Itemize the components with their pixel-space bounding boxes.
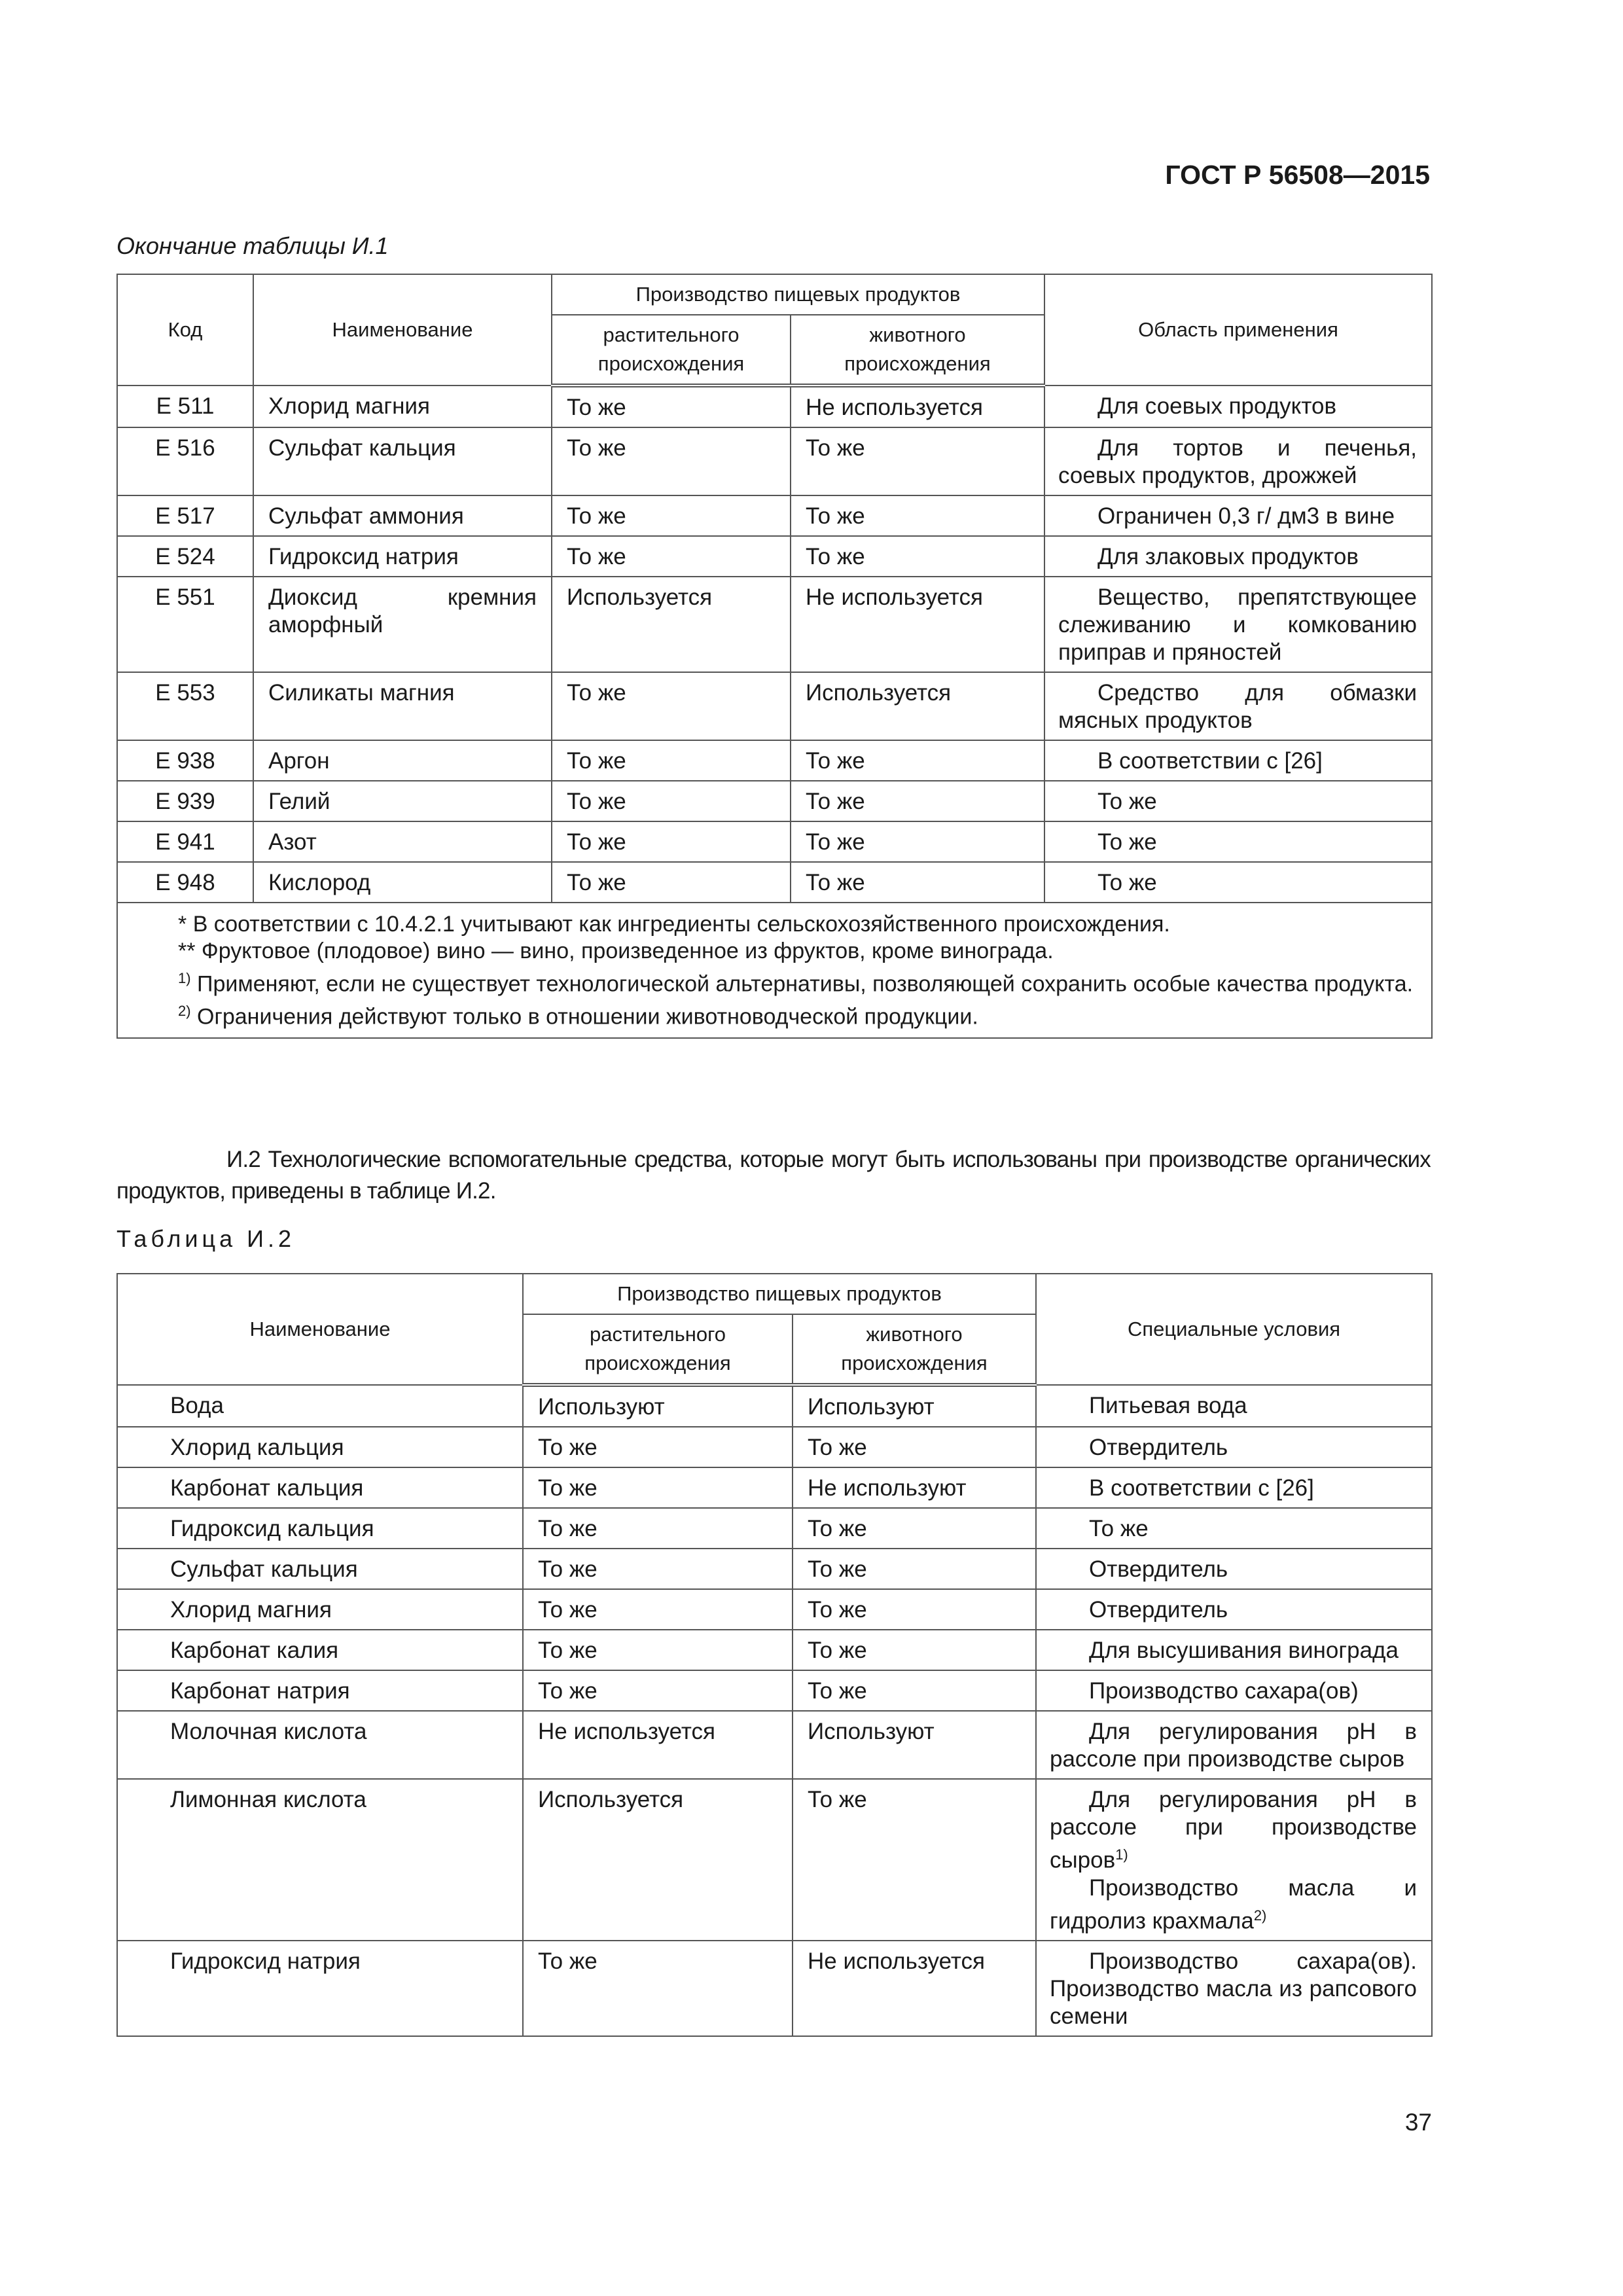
table-row bbox=[117, 1670, 1432, 1711]
cell-name: Сульфат кальция bbox=[253, 427, 552, 495]
header-conditions: Специальные условия bbox=[1036, 1274, 1432, 1385]
cell-animal: То же bbox=[791, 862, 1044, 903]
cell-name: Гидроксид натрия bbox=[253, 536, 552, 577]
cell-animal: То же bbox=[791, 821, 1044, 862]
cell-name: Карбонат кальция bbox=[117, 1467, 523, 1508]
cell-plant: Не используется bbox=[523, 1711, 793, 1779]
cell-animal: То же bbox=[793, 1549, 1036, 1589]
footnote-mark: 1) bbox=[1115, 1846, 1128, 1863]
footnote bbox=[132, 965, 1417, 997]
cell-animal: То же bbox=[791, 740, 1044, 781]
cell-animal: Не используется bbox=[793, 1941, 1036, 2036]
header-name: Наименование bbox=[253, 274, 552, 386]
cell-conditions: В соответствии с [26] bbox=[1036, 1467, 1432, 1508]
condition-line bbox=[1050, 1874, 1417, 1935]
header-animal: животного происхождения bbox=[793, 1314, 1036, 1385]
cell-code: E 511 bbox=[117, 386, 253, 427]
header-production: Производство пищевых продуктов bbox=[552, 274, 1044, 315]
cell-animal: То же bbox=[793, 1427, 1036, 1467]
cell-conditions: Для высушивания винограда bbox=[1036, 1630, 1432, 1670]
document-standard-number: ГОСТ Р 56508—2015 bbox=[1165, 160, 1430, 190]
footnote-mark: 1) bbox=[178, 970, 191, 986]
table-row bbox=[117, 1508, 1432, 1549]
condition-line bbox=[1050, 1786, 1417, 1874]
cell-area: В соответствии с [26] bbox=[1044, 740, 1432, 781]
table-row bbox=[117, 1779, 1432, 1941]
cell-animal: Не используется bbox=[791, 386, 1044, 427]
condition-text: Для регулирования pH в рассоле при производстве сыров bbox=[1050, 1787, 1417, 1873]
footnote-mark: 2) bbox=[1253, 1907, 1267, 1924]
cell-code: E 948 bbox=[117, 862, 253, 903]
cell-name: Сульфат кальция bbox=[117, 1549, 523, 1589]
cell-name: Лимонная кислота bbox=[117, 1779, 523, 1941]
cell-plant: То же bbox=[552, 386, 791, 427]
cell-animal: То же bbox=[793, 1589, 1036, 1630]
header-area: Область применения bbox=[1044, 274, 1432, 386]
cell-name: Гелий bbox=[253, 781, 552, 821]
footnote bbox=[132, 938, 1417, 965]
cell-animal: То же bbox=[793, 1670, 1036, 1711]
cell-animal: То же bbox=[791, 427, 1044, 495]
cell-name: Силикаты магния bbox=[253, 672, 552, 740]
table-notes bbox=[117, 903, 1432, 1038]
table-row bbox=[117, 536, 1432, 577]
table-1 bbox=[116, 274, 1433, 1039]
cell-plant: Используется bbox=[552, 577, 791, 672]
table-2 bbox=[116, 1273, 1433, 2037]
cell-code: E 517 bbox=[117, 495, 253, 536]
paragraph-number: И.2 bbox=[226, 1147, 260, 1172]
cell-animal: Не используют bbox=[793, 1467, 1036, 1508]
cell-animal: То же bbox=[793, 1779, 1036, 1941]
footnote-text: Фруктовое (плодовое) вино — вино, произведенное из фруктов, кроме винограда. bbox=[201, 939, 1054, 963]
cell-code: E 938 bbox=[117, 740, 253, 781]
cell-name: Гидроксид кальция bbox=[117, 1508, 523, 1549]
cell-code: E 516 bbox=[117, 427, 253, 495]
cell-conditions bbox=[1036, 1779, 1432, 1941]
cell-code: E 941 bbox=[117, 821, 253, 862]
table-row bbox=[117, 1549, 1432, 1589]
cell-name: Азот bbox=[253, 821, 552, 862]
cell-name: Сульфат аммония bbox=[253, 495, 552, 536]
cell-plant: То же bbox=[523, 1508, 793, 1549]
cell-plant: То же bbox=[523, 1941, 793, 2036]
footnote-text: Ограничения действуют только в отношении животноводческой продукции. bbox=[197, 1004, 978, 1030]
cell-conditions: Отвердитель bbox=[1036, 1427, 1432, 1467]
cell-animal: Не используется bbox=[791, 577, 1044, 672]
table2-caption: Таблица И.2 bbox=[116, 1225, 296, 1252]
table-row bbox=[117, 781, 1432, 821]
cell-name: Диоксид кремния аморфный bbox=[253, 577, 552, 672]
cell-area: То же bbox=[1044, 862, 1432, 903]
table-row bbox=[117, 1427, 1432, 1467]
header-production: Производство пищевых продуктов bbox=[523, 1274, 1036, 1314]
cell-conditions: Питьевая вода bbox=[1036, 1385, 1432, 1427]
cell-area: То же bbox=[1044, 781, 1432, 821]
cell-code: E 551 bbox=[117, 577, 253, 672]
footnote bbox=[132, 911, 1417, 938]
table-row bbox=[117, 740, 1432, 781]
cell-code: E 524 bbox=[117, 536, 253, 577]
cell-conditions: Отвердитель bbox=[1036, 1589, 1432, 1630]
header-animal: животного происхождения bbox=[791, 315, 1044, 386]
header-code: Код bbox=[117, 274, 253, 386]
cell-code: E 939 bbox=[117, 781, 253, 821]
table-row bbox=[117, 1630, 1432, 1670]
cell-plant: То же bbox=[552, 495, 791, 536]
cell-plant: Используют bbox=[523, 1385, 793, 1427]
paragraph-text: Технологические вспомогательные средства, которые могут быть использованы при производстве органических продуктов, приведены в таблице И.2. bbox=[116, 1147, 1431, 1204]
header-name: Наименование bbox=[117, 1274, 523, 1385]
cell-animal: Используют bbox=[793, 1711, 1036, 1779]
cell-animal: То же bbox=[793, 1630, 1036, 1670]
cell-plant: То же bbox=[523, 1589, 793, 1630]
cell-animal: То же bbox=[791, 536, 1044, 577]
cell-plant: То же bbox=[552, 740, 791, 781]
cell-area: Ограничен 0,3 г/ дм3 в вине bbox=[1044, 495, 1432, 536]
header-plant: растительного происхождения bbox=[523, 1314, 793, 1385]
table-row bbox=[117, 1467, 1432, 1508]
cell-area: Для соевых продуктов bbox=[1044, 386, 1432, 427]
cell-name: Карбонат натрия bbox=[117, 1670, 523, 1711]
cell-plant: То же bbox=[552, 821, 791, 862]
table-row bbox=[117, 1589, 1432, 1630]
table-row bbox=[117, 427, 1432, 495]
cell-plant: То же bbox=[523, 1630, 793, 1670]
cell-plant: То же bbox=[523, 1427, 793, 1467]
table-row bbox=[117, 577, 1432, 672]
cell-conditions: Для регулирования pH в рассоле при производстве сыров bbox=[1036, 1711, 1432, 1779]
table-notes-row bbox=[117, 903, 1432, 1038]
cell-area: Для злаковых продуктов bbox=[1044, 536, 1432, 577]
table-row bbox=[117, 862, 1432, 903]
table-row bbox=[117, 1385, 1432, 1427]
cell-name: Вода bbox=[117, 1385, 523, 1427]
cell-name: Кислород bbox=[253, 862, 552, 903]
footnote-mark: 2) bbox=[178, 1003, 191, 1020]
footnote-mark: * bbox=[178, 912, 187, 937]
cell-plant: То же bbox=[552, 781, 791, 821]
footnote bbox=[132, 997, 1417, 1030]
cell-plant: То же bbox=[523, 1467, 793, 1508]
cell-plant: Используется bbox=[523, 1779, 793, 1941]
cell-area: Вещество, препятствующее слеживанию и комкованию приправ и пряностей bbox=[1044, 577, 1432, 672]
cell-conditions: Производство сахара(ов) bbox=[1036, 1670, 1432, 1711]
cell-area: То же bbox=[1044, 821, 1432, 862]
table1-caption: Окончание таблицы И.1 bbox=[116, 232, 389, 259]
cell-animal: То же bbox=[793, 1508, 1036, 1549]
condition-text: Производство масла и гидролиз крахмала bbox=[1050, 1874, 1417, 1934]
cell-conditions: То же bbox=[1036, 1508, 1432, 1549]
cell-name: Аргон bbox=[253, 740, 552, 781]
cell-conditions: Производство сахара(ов). Производство масла из рапсового семени bbox=[1036, 1941, 1432, 2036]
cell-animal: Используют bbox=[793, 1385, 1036, 1427]
cell-conditions: Отвердитель bbox=[1036, 1549, 1432, 1589]
table-row bbox=[117, 495, 1432, 536]
cell-area: Для тортов и печенья, соевых продуктов, дрожжей bbox=[1044, 427, 1432, 495]
footnote-text: Применяют, если не существует технологической альтернативы, позволяющей сохранить особые качества продукта. bbox=[197, 971, 1414, 997]
footnote-text: В соответствии с 10.4.2.1 учитывают как ингредиенты сельскохозяйственного происхождения. bbox=[192, 912, 1170, 937]
cell-animal: То же bbox=[791, 781, 1044, 821]
table-row bbox=[117, 1711, 1432, 1779]
cell-plant: То же bbox=[523, 1670, 793, 1711]
table-row bbox=[117, 821, 1432, 862]
cell-name: Гидроксид натрия bbox=[117, 1941, 523, 2036]
cell-name: Молочная кислота bbox=[117, 1711, 523, 1779]
cell-plant: То же bbox=[552, 862, 791, 903]
page-number: 37 bbox=[1404, 2109, 1432, 2136]
cell-plant: То же bbox=[552, 427, 791, 495]
cell-plant: То же bbox=[552, 536, 791, 577]
cell-name: Хлорид магния bbox=[117, 1589, 523, 1630]
cell-name: Хлорид магния bbox=[253, 386, 552, 427]
footnote-mark: ** bbox=[178, 939, 196, 963]
cell-name: Карбонат калия bbox=[117, 1630, 523, 1670]
cell-name: Хлорид кальция bbox=[117, 1427, 523, 1467]
paragraph-i2 bbox=[116, 1144, 1431, 1207]
cell-animal: То же bbox=[791, 495, 1044, 536]
table-row bbox=[117, 386, 1432, 427]
table-row bbox=[117, 672, 1432, 740]
cell-animal: Используется bbox=[791, 672, 1044, 740]
cell-code: E 553 bbox=[117, 672, 253, 740]
cell-area: Средство для обмазки мясных продуктов bbox=[1044, 672, 1432, 740]
header-plant: растительного происхождения bbox=[552, 315, 791, 386]
cell-plant: То же bbox=[523, 1549, 793, 1589]
cell-plant: То же bbox=[552, 672, 791, 740]
table-row bbox=[117, 1941, 1432, 2036]
